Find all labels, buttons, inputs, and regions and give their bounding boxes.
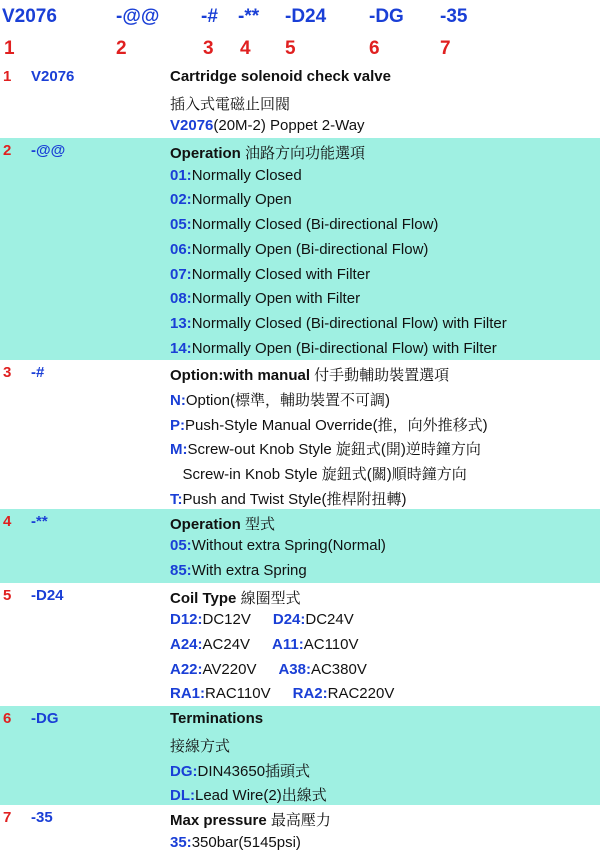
- option-code: 05:: [170, 216, 192, 234]
- row-number: 6: [3, 710, 12, 728]
- option-code: 08:: [170, 290, 192, 308]
- option-code: 14:: [170, 339, 192, 357]
- section-title: Terminations: [170, 710, 264, 728]
- row-title: [170, 710, 263, 727]
- option-code: DL:: [170, 787, 195, 805]
- section-title: Cartridge solenoid check valve: [170, 68, 391, 85]
- row-line: [170, 562, 307, 579]
- row-line: [170, 488, 406, 509]
- option-text: Normally Open (Bi-directional Flow) with Filter: [191, 339, 497, 357]
- option-text: AC380V: [310, 660, 367, 678]
- row-title: [170, 587, 301, 608]
- row-line: [170, 685, 394, 702]
- option-text: Normally Closed (Bi-directional Flow) with Filter: [191, 314, 507, 332]
- option-text: 型式: [240, 515, 276, 533]
- option-code: D12:: [170, 611, 203, 629]
- row-line: [170, 191, 292, 208]
- row-number: 5: [3, 586, 12, 604]
- option-text: Normally Closed (Bi-directional Flow): [191, 216, 439, 234]
- option-code: D24:: [272, 611, 306, 629]
- option-row-1: [0, 64, 600, 138]
- header-code-5: -D24: [285, 6, 327, 27]
- option-text: 付手動輔助裝置選項: [310, 367, 450, 385]
- option-text: Screw-in Knob Style 旋鈕式(關)順時鐘方向: [170, 466, 467, 484]
- option-row-6: [0, 706, 600, 805]
- section-title: Option:with manual: [170, 367, 310, 385]
- option-text: RAC220V: [327, 685, 395, 703]
- row-line: [170, 537, 386, 554]
- option-text: Normally Open with Filter: [191, 290, 361, 308]
- option-text: 油路方向功能選項: [240, 145, 366, 163]
- row-number: 3: [3, 364, 12, 382]
- row-code: -DG: [31, 710, 59, 728]
- row-line: [170, 290, 360, 307]
- option-code: 05:: [170, 537, 192, 555]
- row-line: [170, 438, 481, 459]
- option-text: Normally Closed: [191, 166, 302, 184]
- option-code: A38:: [278, 660, 311, 678]
- option-text: RAC110V: [205, 685, 271, 703]
- section-title: Operation: [170, 515, 241, 533]
- row-line: [170, 167, 302, 184]
- section-title: Coil Type: [170, 589, 237, 607]
- row-line: [170, 834, 301, 851]
- row-line: [170, 117, 365, 134]
- option-text: AC24V: [202, 636, 251, 654]
- row-line: [170, 611, 354, 628]
- option-row-2: [0, 138, 600, 360]
- option-row-5: [0, 583, 600, 707]
- row-number: 4: [3, 512, 12, 530]
- option-code: 13:: [170, 314, 192, 332]
- row-title: [170, 809, 331, 830]
- option-code: V2076: [170, 117, 214, 135]
- option-code: RA1:: [170, 685, 206, 703]
- header-code-4: -**: [238, 6, 260, 27]
- row-code: -D24: [31, 586, 64, 604]
- option-text: Without extra Spring(Normal): [191, 537, 386, 555]
- option-text: Normally Open: [191, 191, 292, 209]
- option-code: 85:: [170, 561, 192, 579]
- header-code-1: V2076: [2, 6, 57, 27]
- option-text: Screw-out Knob Style 旋鈕式(開)逆時鐘方向: [187, 441, 481, 459]
- option-text: Normally Closed with Filter: [191, 265, 371, 283]
- option-code: 07:: [170, 265, 192, 283]
- option-row-3: [0, 360, 600, 508]
- option-code: T:: [170, 490, 183, 508]
- option-code: 02:: [170, 191, 192, 209]
- option-text: (20M-2) Poppet 2-Way: [213, 117, 365, 135]
- row-line: [170, 216, 438, 233]
- row-number: 1: [3, 68, 12, 85]
- option-code: RA2:: [292, 685, 328, 703]
- row-line: [170, 735, 230, 756]
- header-number-7: 7: [440, 38, 451, 59]
- row-line: [170, 760, 310, 781]
- option-text: DC12V: [202, 611, 251, 629]
- header-number-2: 2: [116, 38, 127, 59]
- option-text: Push and Twist Style(推桿附扭轉): [182, 490, 407, 508]
- option-text: DIN43650插頭式: [197, 762, 311, 780]
- header-code-7: -35: [440, 6, 468, 27]
- row-line: [170, 315, 507, 332]
- option-text: AC110V: [303, 636, 359, 654]
- option-text: 350bar(5145psi): [191, 833, 301, 851]
- header-number-1: 1: [4, 38, 15, 59]
- header-number-3: 3: [203, 38, 214, 59]
- row-line: [170, 414, 488, 435]
- header-code-3: -#: [201, 6, 218, 27]
- row-line: [170, 463, 467, 484]
- row-number: 2: [3, 142, 12, 160]
- row-title: [170, 513, 275, 534]
- row-line: [170, 661, 367, 678]
- header-code-6: -DG: [369, 6, 404, 27]
- row-line: [170, 241, 428, 258]
- option-text: AV220V: [202, 660, 257, 678]
- row-code: V2076: [31, 68, 75, 85]
- option-code: 06:: [170, 240, 192, 258]
- option-code: 01:: [170, 166, 192, 184]
- option-code: 35:: [170, 833, 192, 851]
- option-text: Push-Style Manual Override(推，向外推移式): [185, 416, 488, 434]
- option-code: A11:: [272, 636, 304, 654]
- option-code: M:: [170, 441, 188, 459]
- header-code-2: -@@: [116, 6, 160, 27]
- option-row-7: [0, 805, 600, 854]
- option-text: Normally Open (Bi-directional Flow): [191, 240, 429, 258]
- option-text: Option(標準，輔助裝置不可調): [185, 392, 391, 410]
- option-code: A22:: [170, 660, 203, 678]
- row-title: [170, 142, 365, 163]
- option-text: 接線方式: [170, 737, 231, 755]
- option-code: N:: [170, 392, 186, 410]
- row-line: [170, 266, 370, 283]
- option-text: Lead Wire(2)出線式: [195, 787, 327, 805]
- option-row-4: [0, 509, 600, 583]
- row-line: [170, 784, 327, 805]
- row-title: [170, 364, 449, 385]
- row-line: [170, 389, 390, 410]
- row-line: [170, 340, 497, 357]
- section-title: Operation: [170, 145, 241, 163]
- option-text: DC24V: [305, 611, 354, 629]
- header-number-6: 6: [369, 38, 380, 59]
- option-code: P:: [170, 416, 185, 434]
- option-text: 最高壓力: [266, 812, 331, 829]
- row-code: -@@: [31, 142, 66, 160]
- row-number: 7: [3, 809, 12, 826]
- option-text: 插入式電磁止回閥: [170, 95, 291, 113]
- option-code: DG:: [170, 762, 198, 780]
- row-line: [170, 636, 359, 653]
- header-number-5: 5: [285, 38, 296, 59]
- option-text: With extra Spring: [191, 561, 307, 579]
- row-code: -35: [31, 809, 53, 826]
- row-line: [170, 93, 290, 114]
- row-code: -#: [31, 364, 45, 382]
- option-code: A24:: [170, 636, 203, 654]
- section-title: Max pressure: [170, 812, 267, 829]
- row-code: -**: [31, 512, 48, 530]
- header-number-4: 4: [240, 38, 251, 59]
- row-title: [170, 68, 391, 85]
- option-text: 線圈型式: [236, 589, 301, 607]
